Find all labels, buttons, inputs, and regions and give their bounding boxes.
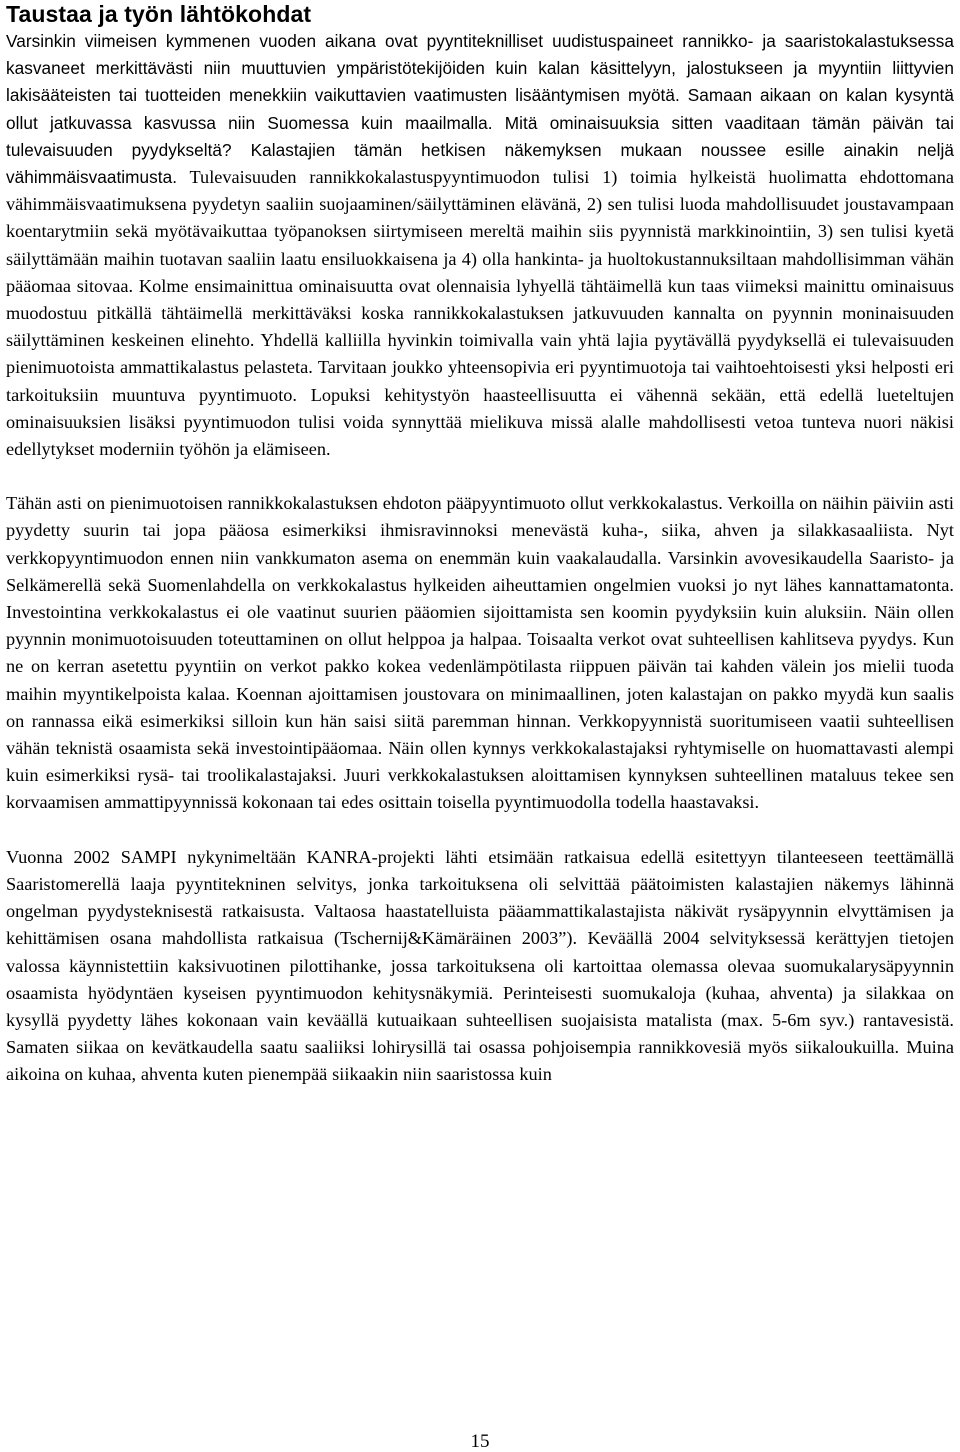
paragraph-3-text: Vuonna 2002 SAMPI nykynimeltään KANRA-projekti lähti etsimään ratkaisua edellä esitettyyn tilanteeseen teettämällä Saaristomerellä laaja pyyntitekninen selvitys, jonka tarkoituksena oli selvittää päätoimisten kalastajien näkemys lähinnä ongelman pyydysteknisestä ratkaisusta. Valtaosa haastatelluista pääammattikalastajista näkivät rysäpyynnin elvyttämisen ja kehittämisen osana mahdollista ratkaisua (Tschernij&Kämäräinen 2003”). Keväällä 2004 selvityksessä kerättyjen tietojen valossa käynnistettiin kaksivuotinen pilottihanke, jossa tarkoituksena oli kartoittaa olemassa olevaa suomukalarysäpyynnin osaamista hyödyntäen kyseisen pyyntimuodon kehitysnäkymiä. Perinteisesti suomukaloja (kuhaa, ahventa) ja silakkaa on kysyllä pyydetty lähes kokonaan vain keväällä kutuaikaan suhteellisen suojaisista matalista (max. 5-6m syv.) rantavesistä. Samaten siikaa on kevätkaudella saatu saaliiksi lohirysillä tai osassa pohjoisempia rannikkovesiä myös siikaloukuilla. Muina aikoina on kuhaa, ahventa kuten pienempää siikaakin niin saaristossa kuin <box>6 846 954 1085</box>
paragraph-1 <box>6 28 954 463</box>
paragraph-1-body-text: Tulevaisuuden rannikkokalastuspyyntimuodon tulisi 1) toimia hylkeistä huolimatta ehdottomana vähimmäisvaatimuksena pyydetyn saaliin suojaaminen/säilyttäminen elävänä, 2) sen tulisi luoda mahdollisuudet joustavampaan koentarytmiin sekä myötävaikuttaa työpanoksen siirtymiseen mereltä maihin siis pyynnistä markkinointiin, 3) sen tulisi kyetä säilyttämään maihin tuotavan saaliin laatu ensiluokkaisena ja 4) olla hankinta- ja huoltokustannuksiltaan mahdollisimman vähän pääomaa sitovaa. Kolme ensimainittua ominaisuutta ovat olennaisia lyhyellä tähtäimellä kun taas viimeksi mainittu ominaisuus muodostuu pitkällä tähtäimellä merkittäväksi koska rannikkokalastuksen jatkuvuuden kannalta on pyynnin moninaisuuden säilyttäminen keskeinen elinehto. Yhdellä kalliilla hyvinkin toimivalla vain yhtä lajia pyytävällä pyydyksellä ei tulevaisuuden pienimuotoista ammattikalastus pelasteta. Tarvitaan joukko yhteensopivia eri pyyntimuotoja tai vaihtoehtoisesti yksi helposti eri tarkoituksiin muuntuva pyyntimuoto. Lopuksi kehitystyön haasteellisuutta ei vähennä sekään, että edellä lueteltujen ominaisuuksien lisäksi pyyntimuodon tulisi voida synnyttää mielikuva missä alalle mahdollisesti vetoa tunteva nuori näkisi edellytykset moderniin työhön ja elämiseen. <box>6 167 954 460</box>
section-heading: Taustaa ja työn lähtökohdat <box>6 1 312 27</box>
paragraph-3 <box>6 844 954 1089</box>
paragraph-2-text: Tähän asti on pienimuotoisen rannikkokalastuksen ehdoton pääpyyntimuoto ollut verkkokalastus. Verkoilla on näihin päiviin asti pyydetty suurin tai jopa pääosa esimerkiksi ihmisravinnoksi menevästä kuha-, siika, ahven ja silakkasaaliista. Nyt verkkopyyntimuodon ennen niin vankkumaton asema on enemmän kuin vaakalaudalla. Varsinkin avovesikaudella Saaristo- ja Selkämerellä sekä Suomenlahdella on verkkokalastus hylkeiden aiheuttamien ongelmien vuoksi jo nyt lähes kannattamatonta. Investointina verkkokalastus ei ole vaatinut suurien pääomien sijoittamista sen koomin pyydyksiin kuin aluksiin. Näin ollen pyynnin monimuotoisuuden toteuttaminen on ollut helppoa ja halpaa. Toisaalta verkot ovat suhteellisen kahlitseva pyydys. Kun ne on kerran asetettu pyyntiin on verkot pakko kokea vedenlämpötilasta riippuen päivän tai kahden välein jos mielii tuoda maihin myyntikelpoista kalaa. Koennan ajoittamisen joustovara on minimaallinen, joten kalastajan on pakko myydä kun saalis on rannassa eikä esimerkiksi silloin kun hän saisi siitä paremman hinnan. Verkkopyynnistä suoritumiseen vaatii suhteellisen vähän teknistä osaamista sekä investointipääomaa. Näin ollen kynnys verkkokalastajaksi ryhtymiselle on huomattavasti alempi kuin esimerkiksi rysä- tai troolikalastajaksi. Juuri verkkokalastuksen aloittamisen kynnyksen suhteellinen mataluus tekee sen korvaamisen ammattipyynnissä kokonaan tai edes osittain toisella pyyntimuodolla todella haastavaksi. <box>6 493 954 813</box>
paragraph-1-intro-text: Varsinkin viimeisen kymmenen vuoden aikana ovat pyyntiteknilliset uudistuspaineet rannikko- ja saaristokalastuksessa kasvaneet merkittävästi niin muuttuvien ympäristötekijöiden kuin kalan käsittelyyn, jalostukseen ja myyntiin liittyvien lakisääteisten tai tuotteiden menekkiin vaikuttavien vaatimusten lisääntymisen myötä. Samaan aikaan on kalan kysyntä ollut jatkuvassa kasvussa niin Suomessa kuin maailmalla. Mitä ominaisuuksia sitten vaaditaan tämän päivän tai tulevaisuuden pyydykseltä? Kalastajien tämän hetkisen näkemyksen mukaan noussee esille ainakin neljä vähimmäisvaatimusta. <box>6 31 954 188</box>
page-number: 15 <box>470 1431 490 1452</box>
paragraph-2 <box>6 490 954 816</box>
